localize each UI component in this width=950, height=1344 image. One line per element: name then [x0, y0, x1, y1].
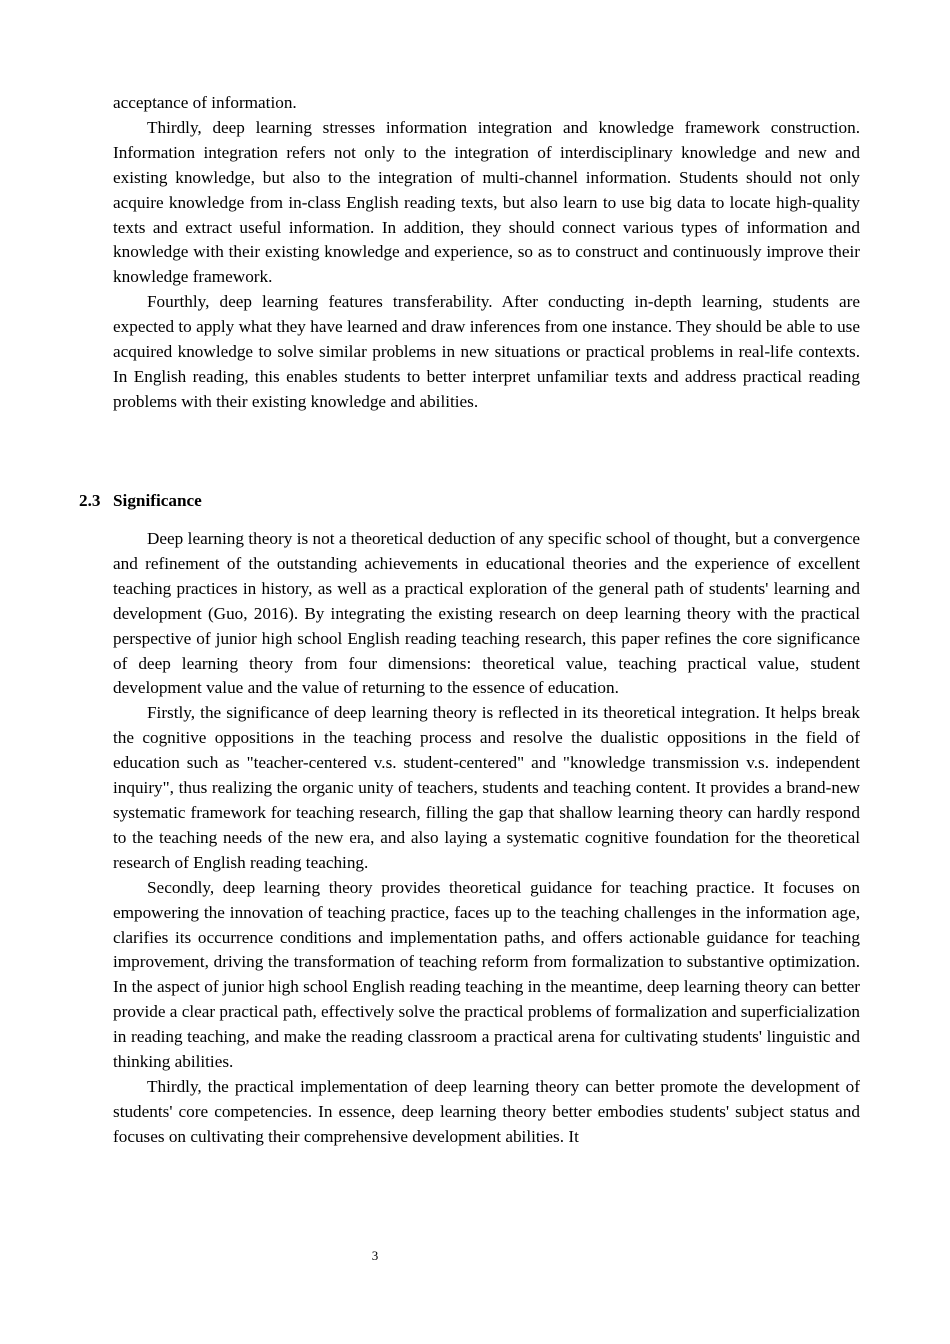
paragraph-intro: Deep learning theory is not a theoretical deduction of any specific school of thought, but a convergence and refinement of the outstanding achievements in educational theories and the experience of excellent teaching practices in history, as well as a practical exploration of the general path of students' learning and development (Guo, 2016). By integrating the existing research on deep learning theory with the practical perspective of junior high school English reading teaching research, this paper refines the core significance of deep learning theory from four dimensions: theoretical value, teaching practical value, student development value and the value of returning to the essence of education. — [113, 529, 860, 698]
body-text-continued — [113, 91, 860, 415]
page-number: 3 — [371, 1248, 379, 1263]
paragraph-thirdly-integration: Thirdly, deep learning stresses information integration and knowledge framework construction. Information integration refers not only to the integration of interdisciplinary knowledge and new and existing knowledge, but also to the integration of multi-channel information. Students should not only acquire knowledge from in-class English reading texts, but also learn to use big data to locate high-quality texts and extract useful information. In addition, they should connect various types of information and knowledge with their existing knowledge and experience, so as to construct and continuously improve their knowledge framework. — [113, 117, 860, 287]
section-title: Significance — [113, 491, 202, 510]
paragraph-secondly: Secondly, deep learning theory provides theoretical guidance for teaching practice. It focuses on empowering the innovation of teaching practice, faces up to the teaching challenges in the information age, clarifies its occurrence conditions and implementation paths, and offers actionable guidance for teaching improvement, driving the transformation of teaching reform from formalization to substantive optimization. In the aspect of junior high school English reading teaching in the meantime, deep learning theory can better provide a clear practical path, effectively solve the practical problems of formalization and superficialization in reading teaching, and make the reading classroom a practical arena for cultivating students' linguistic and thinking abilities. — [113, 877, 861, 1072]
paragraph-thirdly: Thirdly, the practical implementation of deep learning theory can better promote the development of students' core competencies. In essence, deep learning theory better embodies students' subject status and focuses on cultivating their comprehensive development abilities. It — [113, 1076, 860, 1146]
paragraph-firstly: Firstly, the significance of deep learning theory is reflected in its theoretical integration. It helps break the cognitive oppositions in the teaching process and resolve the dualistic oppositions in the field of education such as "teacher-centered v.s. student-centered" and "knowledge transmission v.s. independent inquiry", thus realizing the organic unity of teachers, students and teaching content. It provides a brand-new systematic framework for teaching research, filling the gap that shallow learning theory can hardly respond to the teaching needs of the new era, and also laying a systematic cognitive foundation for the theoretical research of English reading teaching. — [113, 703, 860, 872]
paragraph-continuation: acceptance of information. — [113, 93, 297, 112]
section-number: 2.3 — [79, 491, 101, 510]
section-heading — [79, 489, 202, 513]
paragraph-fourthly-transferability: Fourthly, deep learning features transferability. After conducting in-depth learning, students are expected to apply what they have learned and draw inferences from one instance. They should be able to use acquired knowledge to solve similar problems in new situations or practical problems in real-life contexts. In English reading, this enables students to better interpret unfamiliar texts and address practical reading problems with their existing knowledge and abilities. — [113, 292, 860, 411]
section-body — [113, 527, 860, 1150]
